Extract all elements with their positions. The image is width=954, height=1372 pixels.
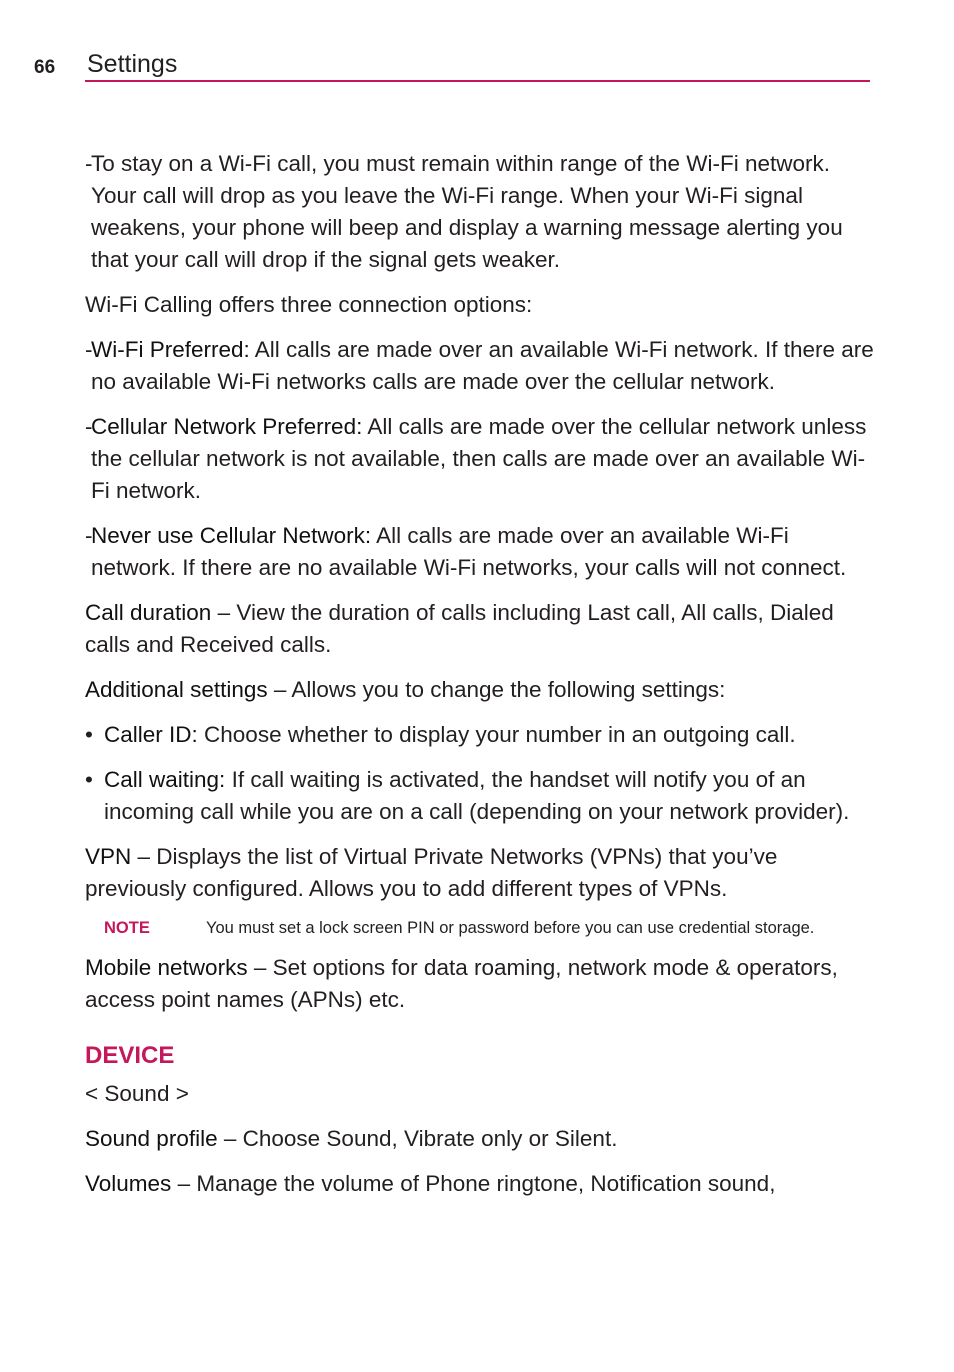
note-text: You must set a lock screen PIN or password before you can use credential storage.	[206, 919, 815, 937]
list-item	[85, 334, 875, 398]
item-text: Wi-Fi Calling offers three connection options:	[85, 292, 533, 317]
paragraph	[85, 1123, 875, 1155]
item-term: Wi-Fi Preferred:	[91, 337, 250, 362]
note-box	[85, 912, 875, 944]
item-text: – View the duration of calls including Last call, All calls, Dialed calls and Received calls.	[85, 600, 834, 657]
paragraph	[85, 674, 875, 706]
bullet-marker: •	[85, 767, 93, 792]
bullet-item	[85, 719, 875, 751]
item-text: To stay on a Wi-Fi call, you must remain within range of the Wi-Fi network. Your call will drop as you leave the Wi-Fi range. When your Wi-Fi signal weakens, your phone will beep and display a warning message alerting you that your call will drop if the signal gets weaker.	[91, 151, 843, 272]
item-text: – Set options for data roaming, network mode & operators, access point names (APNs) etc.	[85, 955, 838, 1012]
dash-marker: -	[85, 523, 93, 548]
item-text: All calls are made over the cellular network unless the cellular network is not available, then calls are made over an available Wi-Fi network.	[91, 414, 867, 503]
item-text: – Choose Sound, Vibrate only or Silent.	[217, 1126, 618, 1151]
subsection-label	[85, 1078, 875, 1110]
dash-marker: -	[85, 337, 93, 362]
dash-marker: -	[85, 151, 93, 176]
device-heading: DEVICE	[85, 1042, 175, 1069]
item-term: Cellular Network Preferred:	[91, 414, 363, 439]
note-label: NOTE	[104, 919, 150, 937]
item-text: Choose whether to display your number in an outgoing call.	[197, 722, 796, 747]
item-term: Caller ID:	[104, 722, 198, 747]
paragraph	[85, 289, 875, 321]
item-text: All calls are made over an available Wi-Fi network. If there are no available Wi-Fi networks, your calls will not connect.	[91, 523, 847, 580]
page-content	[85, 148, 875, 1213]
page-number: 66	[34, 57, 56, 78]
paragraph	[85, 952, 875, 1016]
paragraph	[85, 597, 875, 661]
bullet-item	[85, 764, 875, 828]
item-term: Never use Cellular Network:	[91, 523, 372, 548]
item-term: Volumes	[85, 1171, 172, 1196]
section-title: Settings	[87, 50, 178, 78]
item-term: VPN	[85, 844, 132, 869]
bullet-marker: •	[85, 722, 93, 747]
list-item	[85, 520, 875, 584]
list-item	[85, 411, 875, 507]
page-header	[0, 0, 954, 90]
item-term: Sound profile	[85, 1126, 218, 1151]
item-text: All calls are made over an available Wi-Fi network. If there are no available Wi-Fi networks calls are made over the cellular network.	[91, 337, 874, 394]
item-text: < Sound >	[85, 1081, 189, 1106]
header-rule	[85, 80, 870, 82]
item-term: Mobile networks	[85, 955, 248, 980]
list-item	[85, 148, 875, 276]
paragraph	[85, 841, 875, 905]
item-text: – Displays the list of Virtual Private Networks (VPNs) that you’ve previously configured. Allows you to add different types of VPNs.	[85, 844, 778, 901]
item-text: – Manage the volume of Phone ringtone, Notification sound,	[171, 1171, 776, 1196]
item-text: – Allows you to change the following settings:	[267, 677, 726, 702]
item-term: Call waiting:	[104, 767, 226, 792]
dash-marker: -	[85, 414, 93, 439]
item-text: If call waiting is activated, the handset will notify you of an incoming call while you are on a call (depending on your network provider).	[104, 767, 850, 824]
item-term: Additional settings	[85, 677, 268, 702]
item-term: Call duration	[85, 600, 212, 625]
paragraph	[85, 1168, 875, 1200]
